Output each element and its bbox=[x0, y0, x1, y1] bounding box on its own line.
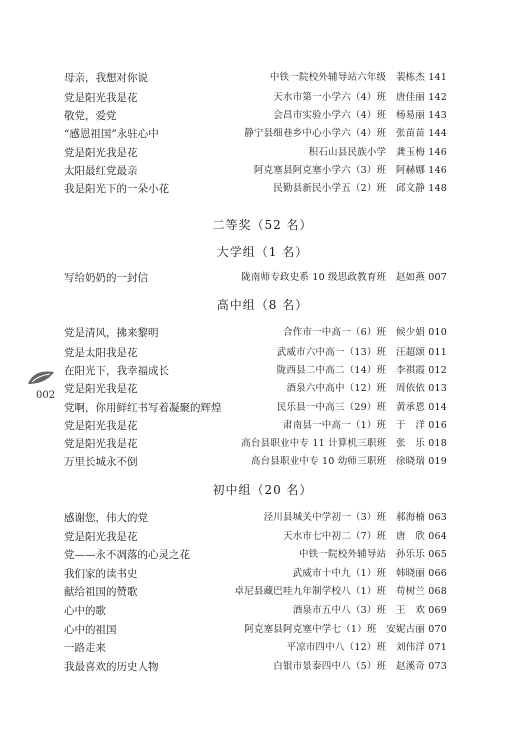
entry-school-author: 酒泉六中高中（12）班 周依依 013 bbox=[286, 383, 447, 394]
entry-school-author: 卓尼县藏巴哇九年制学校八（1）班 苟树兰 068 bbox=[234, 586, 447, 597]
award-entry bbox=[64, 162, 447, 180]
entry-school-author: 天水市第一小学六（4）班 唐佳丽 142 bbox=[273, 92, 447, 103]
group-heading-high-school: 高中组（8 名） bbox=[216, 298, 309, 312]
entry-title: 万里长城永不倒 bbox=[64, 456, 138, 468]
prize-heading: 二等奖（52 名） bbox=[212, 218, 313, 232]
entry-title: “感恩祖国”永驻心中 bbox=[64, 128, 159, 140]
entry-school-author: 民乐县一中高三（29）班 黄承恩 014 bbox=[276, 402, 447, 413]
group-heading-university: 大学组（1 名） bbox=[216, 245, 309, 259]
entry-school-author: 阿克塞县阿克塞小学六（3）班 阿赫娜 146 bbox=[253, 165, 447, 176]
entry-title: 党是阳光我是花 bbox=[64, 383, 138, 395]
entry-title: 党是阳光我是花 bbox=[64, 438, 138, 450]
award-entry bbox=[64, 144, 447, 162]
award-entry bbox=[64, 269, 447, 287]
entry-title: 我是阳光下的一朵小花 bbox=[64, 183, 169, 195]
entry-title: 我们家的读书史 bbox=[64, 568, 138, 580]
entry-title: 献给祖国的赞歌 bbox=[64, 586, 138, 598]
entry-school-author: 平凉市四中八（12）班 刘伟洋 071 bbox=[286, 642, 447, 653]
entry-school-author: 高台县职业中专 11 计算机三职班 张 乐 018 bbox=[241, 438, 447, 449]
award-entry bbox=[64, 602, 447, 620]
award-entry bbox=[64, 399, 447, 417]
entry-school-author: 酒泉市五中八（3）班 王 欢 069 bbox=[292, 605, 447, 616]
entry-title: 感谢您，伟大的党 bbox=[64, 512, 148, 524]
entry-title: 党是阳光我是花 bbox=[64, 531, 138, 543]
entry-title: 在阳光下，我幸福成长 bbox=[64, 365, 169, 377]
entry-title: 心中的祖国 bbox=[64, 624, 117, 636]
entry-title: 我最喜欢的历史人物 bbox=[64, 661, 159, 673]
award-entry bbox=[64, 417, 447, 435]
entry-school-author: 积石山县民族小学 龚玉梅 146 bbox=[308, 147, 447, 158]
award-entry bbox=[64, 362, 447, 380]
entry-title: 敬党，爱党 bbox=[64, 110, 117, 122]
entry-school-author: 陇西县二中高二（14）班 李祺霞 012 bbox=[276, 365, 447, 376]
entry-school-author: 天水市七中初二（7）班 唐 欣 064 bbox=[283, 531, 447, 542]
entry-school-author: 中铁一院校外辅导站六年级 裴栋杰 141 bbox=[269, 72, 447, 83]
entry-school-author: 武威市十中九（1）班 韩晓丽 066 bbox=[292, 568, 447, 579]
award-entry bbox=[64, 509, 447, 527]
award-entry bbox=[64, 69, 447, 87]
entry-school-author: 静宁县细巷乡中心小学六（4）班 张苗苗 144 bbox=[244, 128, 447, 139]
page-number: 002 bbox=[36, 390, 56, 401]
entry-title: 心中的歌 bbox=[64, 605, 106, 617]
entry-school-author: 泾川县城关中学初一（3）班 郝海楠 063 bbox=[263, 512, 447, 523]
award-entry bbox=[64, 658, 447, 676]
entry-school-author: 中铁一院校外辅导站 孙乐乐 065 bbox=[298, 549, 447, 560]
award-entry bbox=[64, 583, 447, 601]
award-entry bbox=[64, 546, 447, 564]
award-entry bbox=[64, 453, 447, 471]
entry-school-author: 阿克塞县阿克塞中学七（1）班 安妮古丽 070 bbox=[244, 624, 447, 635]
award-entry bbox=[64, 125, 447, 143]
entry-title: 党是阳光我是花 bbox=[64, 147, 138, 159]
entry-title: 党——永不凋落的心灵之花 bbox=[64, 549, 190, 561]
entry-school-author: 合作市一中高一（6）班 候少娟 010 bbox=[283, 327, 447, 338]
award-entry bbox=[64, 565, 447, 583]
entry-title: 太阳最红党最亲 bbox=[64, 165, 138, 177]
entry-school-author: 民勤县新民小学五（2）班 邱文静 148 bbox=[273, 183, 447, 194]
group-heading-middle-school: 初中组（20 名） bbox=[212, 483, 313, 497]
award-entry bbox=[64, 344, 447, 362]
entry-title: 写给奶奶的一封信 bbox=[64, 272, 148, 284]
entry-title: 党啊，你用鲜红书写着凝聚的辉煌 bbox=[64, 402, 222, 414]
entry-school-author: 武威市六中高一（13）班 汪超颂 011 bbox=[276, 347, 447, 358]
award-entry bbox=[64, 435, 447, 453]
entry-title: 一路走来 bbox=[64, 642, 106, 654]
entry-school-author: 陇南师专政史系 10 级思政教育班 赵如燕 007 bbox=[241, 272, 447, 283]
entry-school-author: 会昌市实验小学六（4）班 杨易丽 143 bbox=[273, 110, 447, 121]
leaf-tab-icon bbox=[26, 370, 56, 386]
entry-title: 母亲，我想对你说 bbox=[64, 72, 148, 84]
award-entry bbox=[64, 621, 447, 639]
entry-school-author: 高台县职业中专 10 幼师三职班 徐晓瑞 019 bbox=[250, 456, 447, 467]
award-entry bbox=[64, 380, 447, 398]
entry-school-author: 肃南县一中高一（1）班 于 洋 016 bbox=[283, 420, 447, 431]
award-entry bbox=[64, 639, 447, 657]
entry-title: 党是清风，拂来黎明 bbox=[64, 327, 159, 339]
entry-school-author: 白银市景泰四中八（5）班 赵溪奇 073 bbox=[273, 661, 447, 672]
award-entry bbox=[64, 528, 447, 546]
entry-title: 党是阳光我是花 bbox=[64, 420, 138, 432]
award-entry bbox=[64, 324, 447, 342]
award-entry bbox=[64, 89, 447, 107]
page-number-marker bbox=[0, 370, 60, 418]
award-entry bbox=[64, 180, 447, 198]
entry-title: 党是太阳我是花 bbox=[64, 347, 138, 359]
entry-title: 党是阳光我是花 bbox=[64, 92, 138, 104]
award-entry bbox=[64, 107, 447, 125]
